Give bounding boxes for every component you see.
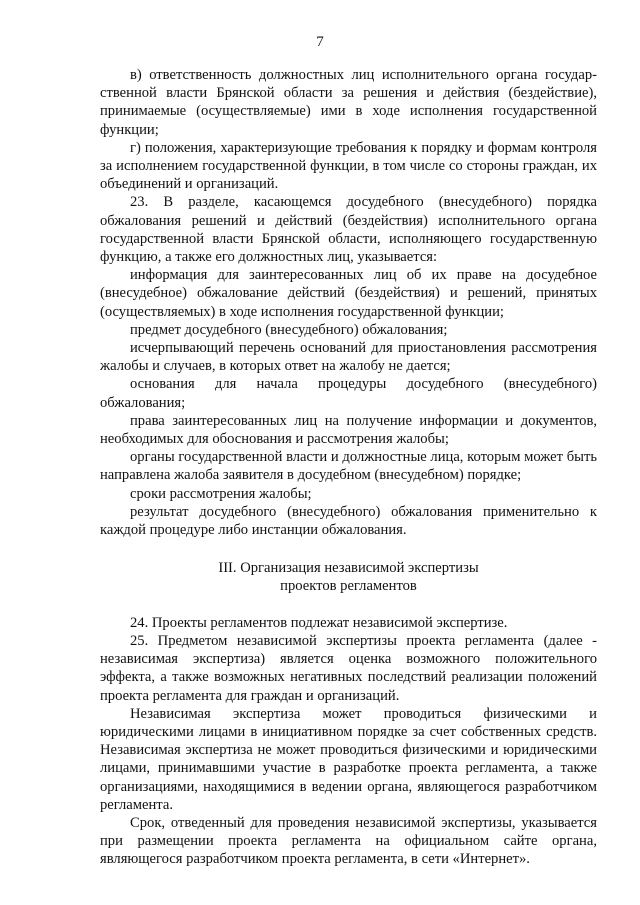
section-heading-line-1: III. Организация независимой экспертизы [218, 560, 479, 577]
list-item-deadlines: сроки рассмотрения жалобы; [130, 485, 312, 502]
page-number: 7 [316, 34, 324, 50]
section-heading-line-2: проектов регламентов [280, 578, 417, 595]
list-item-grounds-start: основания для начала процедуры досудебного (внесудебного) обжалования; [100, 376, 597, 411]
paragraph-23: 23. В разделе, касающемся досудебного (внесудебного) порядка обжалования решений и действий (бездействия) исполнительного органа государственной власти Брянской области, исполняющего государственную функцию, а также его должностных лиц, указывается: [100, 194, 597, 266]
list-item-result: результат досудебного (внесудебного) обжалования применительно к каждой процедуре либо инстанции обжалования. [100, 503, 597, 539]
paragraph-deadline: Срок, отведенный для проведения независимой экспертизы, указывается при размещении проекта регламента на официальном сайте органа, являющегося разработчиком проекта регламента, в сети «Интернет». [100, 814, 597, 868]
list-item-grounds-suspension: исчерпывающий перечень оснований для приостановления рассмотрения жалобы и случаев, в которых ответ на жалобу не дается; [100, 340, 597, 375]
paragraph-item-v: в) ответственность должностных лиц исполнительного органа государственной власти Брянской области за решения и действия (бездействие), принимаемые (осуществляемые) ими в ходе исполнения государственной функции; [100, 67, 597, 138]
list-item-subject: предмет досудебного (внесудебного) обжалования; [130, 321, 448, 338]
section-heading [100, 559, 597, 595]
paragraph-25: 25. Предметом независимой экспертизы проекта регламента (далее - независимая экспертиза) является оценка возможного положительного эффекта, а также возможных негативных последствий реализации положений проекта регламента для граждан и организаций. [100, 632, 597, 704]
paragraph-independent-expertise: Независимая экспертиза может проводиться физическими и юридическими лицами в инициативном порядке за счет собственных средств. Независимая экспертиза не может проводиться физическими и юридическими лицами, принимавшими участие в разработке проекта регламента, а также организациями, находящимися в ведении органа, являющегося разработчиком регламента. [100, 705, 597, 813]
list-item-authorities: органы государственной власти и должностные лица, которым может быть направлена жалоба заявителя в досудебном (внесудебном) порядке; [100, 449, 597, 484]
paragraph-24: 24. Проекты регламентов подлежат независимой экспертизе. [130, 614, 508, 631]
list-item-information: информация для заинтересованных лиц об их праве на досудебное (внесудебное) обжалование действий (бездействия) и решений, принятых (осуществляемых) в ходе исполнения государственной функции; [100, 267, 597, 320]
list-item-rights: права заинтересованных лиц на получение информации и документов, необходимых для обоснования и рассмотрения жалобы; [100, 412, 597, 448]
paragraph-item-g: г) положения, характеризующие требования к порядку и формам контроля за исполнением государственной функции, в том числе со стороны граждан, их объединений и организаций. [100, 139, 597, 193]
document-body [100, 66, 597, 869]
